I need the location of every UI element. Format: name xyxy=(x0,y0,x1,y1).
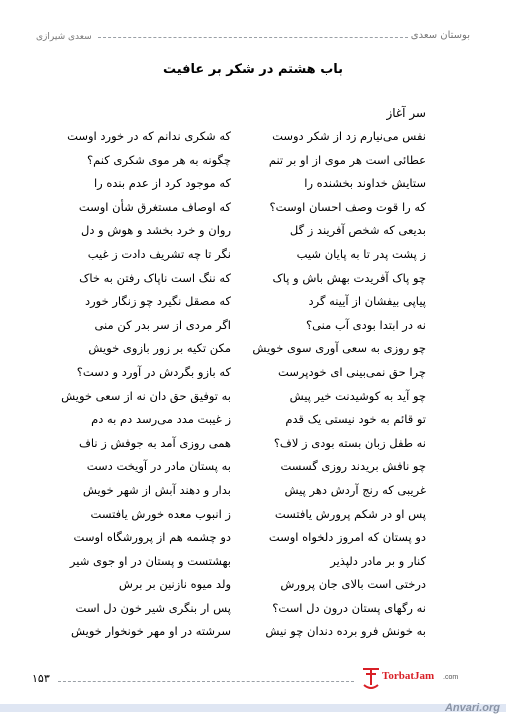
verse-row xyxy=(0,291,506,315)
second-hemistich: ز غیبت مدد می‌رسد دم به دم xyxy=(91,412,231,427)
second-hemistich: سرشته در او مهر خونخوار خویش xyxy=(70,624,231,639)
torbatjam-logo xyxy=(360,662,470,692)
verse-row xyxy=(0,197,506,221)
second-hemistich: که ننگ است ناپاک رفتن به خاک xyxy=(79,270,231,285)
page-number: ۱۵۳ xyxy=(32,672,50,685)
verse-row xyxy=(0,220,506,244)
verse-row xyxy=(0,456,506,480)
verse-row xyxy=(0,621,506,645)
verse-row xyxy=(0,598,506,622)
footer-bar xyxy=(0,704,506,712)
first-hemistich: نفس می‌نیارم زد از شکر دوست xyxy=(272,129,426,143)
second-hemistich: که موجود کرد از عدم بنده را xyxy=(93,176,231,191)
second-hemistich: مکن تکیه بر زور بازوی خویش xyxy=(88,341,231,356)
second-hemistich: که مصقل نگیرد چو زنگار خورد xyxy=(84,294,231,309)
verse-row xyxy=(0,244,506,268)
logo-text: TorbatJam xyxy=(382,670,435,682)
second-hemistich: که بازو بگردش در آورد و دست؟ xyxy=(76,364,231,379)
verse-row xyxy=(0,551,506,575)
first-hemistich: پیاپی بیفشان از آیینه گرد xyxy=(308,294,426,309)
first-hemistich: چو آید به کوشیدنت خیر پیش xyxy=(289,388,426,403)
verse-row xyxy=(0,126,506,150)
first-hemistich: کنار و بر مادر دلپذیر xyxy=(330,553,426,568)
verse-row xyxy=(0,504,506,528)
first-hemistich: نه در ابتدا بودی آب منی؟ xyxy=(305,317,426,332)
first-hemistich: چو روزی به سعی آوری سوی خویش xyxy=(252,341,426,356)
second-hemistich: بدار و دهند آبش از شهر خویش xyxy=(82,482,231,497)
second-hemistich: که شکری ندانم که در خورد اوست xyxy=(67,129,231,143)
poem-body xyxy=(0,126,506,645)
first-hemistich: به خونش فرو برده دندان چو نیش xyxy=(265,624,426,639)
verse-row xyxy=(0,386,506,410)
header-rule xyxy=(98,37,408,38)
first-hemistich: پس او در شکم پرورش یافتست xyxy=(274,506,426,521)
second-hemistich: نگر تا چه تشریف دادت ز غیب xyxy=(87,246,231,261)
verse-row xyxy=(0,480,506,504)
first-hemistich: نه رگهای پستان درون دل است؟ xyxy=(272,600,426,615)
page-header xyxy=(0,24,506,48)
book-title: بوستان سعدی xyxy=(410,30,470,41)
section-heading: سر آغاز xyxy=(386,106,426,120)
second-hemistich: همی روزی آمد به جوفش ز ناف xyxy=(78,435,231,450)
second-hemistich: روان و خرد بخشد و هوش و دل xyxy=(80,223,231,238)
first-hemistich: دو پستان که امروز دلخواه اوست xyxy=(268,530,426,545)
second-hemistich: بهشتست و پستان در او جوی شیر xyxy=(69,553,231,568)
verse-row xyxy=(0,574,506,598)
first-hemistich: که را قوت وصف احسان اوست؟ xyxy=(269,199,426,214)
first-hemistich: نه طفل زبان بسته بودی ز لاف؟ xyxy=(273,435,426,450)
first-hemistich: بدیعی که شخص آفریند ز گل xyxy=(289,223,426,238)
author-name: سعدی شیرازی xyxy=(36,32,92,42)
footer-rule xyxy=(58,681,354,682)
first-hemistich: تو قائم به خود نیستی یک قدم xyxy=(285,412,426,427)
watermark: Anvari.org xyxy=(444,702,500,714)
second-hemistich: به پستان مادر در آویخت دست xyxy=(86,459,231,474)
logo-suffix: .com xyxy=(443,674,459,681)
verse-row xyxy=(0,362,506,386)
first-hemistich: عطائی است هر موی از او بر تنم xyxy=(268,152,426,167)
second-hemistich: به توفیق حق دان نه از سعی خویش xyxy=(61,388,231,403)
first-hemistich: چو نافش بریدند روزی گسست xyxy=(280,459,426,474)
second-hemistich: پس ار بنگری شیر خون دل است xyxy=(75,600,231,615)
first-hemistich: ز پشت پدر تا به پایان شیب xyxy=(296,246,426,261)
verse-row xyxy=(0,338,506,362)
verse-row xyxy=(0,173,506,197)
page-footer xyxy=(0,656,506,716)
verse-row xyxy=(0,409,506,433)
second-hemistich: چگونه به هر موی شکری کنم؟ xyxy=(87,152,231,167)
second-hemistich: ز انبوب معده خورش یافتست xyxy=(90,506,231,521)
verse-row xyxy=(0,527,506,551)
chapter-title: باب هشتم در شکر بر عافیت xyxy=(162,62,344,77)
verse-row xyxy=(0,150,506,174)
second-hemistich: که اوصاف مستغرق شأن اوست xyxy=(78,199,231,214)
verse-row xyxy=(0,433,506,457)
second-hemistich: ولد میوه نازنین بر برش xyxy=(118,577,231,592)
first-hemistich: چو پاک آفریدت بهش باش و پاک xyxy=(272,270,426,285)
first-hemistich: درختی است بالای جان پرورش xyxy=(280,577,426,592)
first-hemistich: غریبی که رنج آردش دهر پیش xyxy=(284,482,426,497)
first-hemistich: ستایش خداوند بخشنده را xyxy=(304,176,426,191)
second-hemistich: اگر مردی از سر بدر کن منی xyxy=(94,317,231,332)
verse-row xyxy=(0,268,506,292)
first-hemistich: چرا حق نمی‌بینی ای خودپرست xyxy=(278,364,426,379)
second-hemistich: دو چشمه هم از پرورشگاه اوست xyxy=(73,530,231,545)
verse-row xyxy=(0,315,506,339)
